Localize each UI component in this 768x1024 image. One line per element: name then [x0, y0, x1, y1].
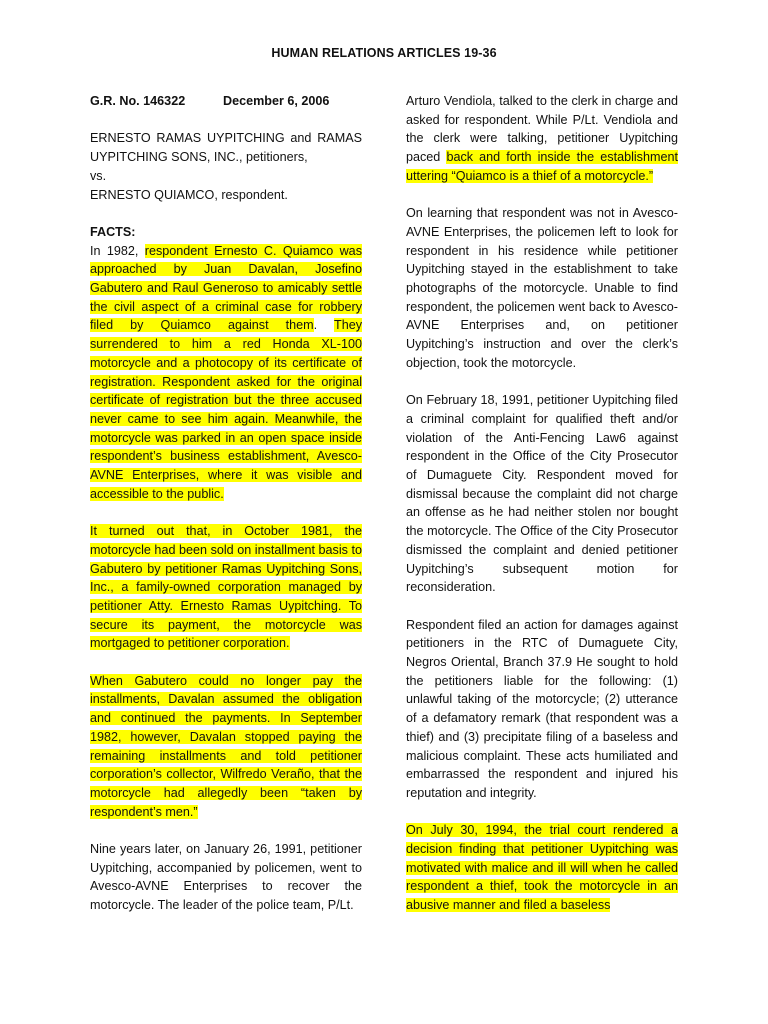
highlighted-text: They surrendered to him a red Honda XL-100 motorcycle and a photocopy of its certificate of registration. Respondent asked for the original certificate of registration but the three accused never came to see him again. Meanwhile, the motorcycle was parked in an open space inside respondent’s business establishment, Avesco-AVNE Enterprises, where it was visible and accessible to the public. — [90, 318, 362, 501]
text-segment: In 1982, — [90, 243, 145, 258]
text-segment: Arturo Vendiola, talked to the clerk in charge and asked for respondent. While P/Lt. Vendiola and the clerk were talking, petitioner Uypitching paced — [406, 94, 678, 165]
parties-petitioners: ERNESTO RAMAS UYPITCHING and RAMAS UYPITCHING SONS, INC., petitioners, — [90, 131, 362, 165]
facts-paragraph-8: Respondent filed an action for damages against petitioners in the RTC of Dumaguete City, Negros Oriental, Branch 37.9 He sought to hold the petitioners liable for the following: (1) unlawful taking of the motorcycle; (2) utterance of a defamatory remark (that respondent was a thief) and (3) precipitate filing of a baseless and malicious complaint. These acts humiliated and embarrassed the respondent and injured his reputation and integrity. — [406, 617, 678, 800]
facts-paragraph-7: On February 18, 1991, petitioner Uypitching filed a criminal complaint for qualified theft and/or violation of the Anti-Fencing Law6 against respondent in the Office of the City Prosecutor of Dumaguete City. Respondent moved for dismissal because the complaint did not charge an offense as he had neither stolen nor bought the motorcycle. The Office of the City Prosecutor dismissed the complaint and denied petitioner Uypitching’s subsequent motion for reconsideration. — [406, 393, 678, 595]
facts-paragraph-4: Nine years later, on January 26, 1991, petitioner Uypitching, accompanied by policemen, went to Avesco-AVNE Enterprises to recover the motorcycle. The leader of the police team, P/Lt. — [90, 842, 362, 913]
case-date: December 6, 2006 — [223, 94, 330, 108]
text-segment: . — [313, 318, 334, 333]
highlighted-text: back and forth inside the establishment uttering “Quiamco is a thief of a motorcycle.” — [406, 150, 678, 183]
facts-heading: FACTS: — [90, 224, 136, 239]
case-header — [90, 92, 362, 111]
highlighted-text: On July 30, 1994, the trial court rendered a decision finding that petitioner Uypitching was motivated with malice and ill will when he called respondent a thief, took the motorcycle in an abusive manner and filed a baseless — [406, 823, 678, 913]
facts-paragraph-5 — [406, 92, 678, 186]
facts-paragraph-1 — [90, 242, 362, 504]
case-number: G.R. No. 146322 — [90, 94, 186, 108]
parties-vs: vs. — [90, 168, 107, 183]
left-column — [90, 92, 362, 915]
page-title: HUMAN RELATIONS ARTICLES 19-36 — [271, 46, 497, 60]
right-column — [406, 92, 678, 915]
facts-paragraph-2 — [90, 522, 362, 653]
highlighted-text: It turned out that, in October 1981, the motorcycle had been sold on installment basis to Gabutero by petitioner Ramas Uypitching Sons, Inc., a family-owned corporation managed by petitioner Atty. Ernesto Ramas Uypitching. To secure its payment, the motorcycle was mortgaged to petitioner corporation. — [90, 524, 362, 651]
highlighted-text: When Gabutero could no longer pay the installments, Davalan assumed the obligation and continued the payments. In September 1982, however, Davalan stopped paying the remaining installments and told petitioner corporation’s collector, Wilfredo Veraño, that the motorcycle had allegedly been “taken by respondent’s men.” — [90, 673, 362, 819]
facts-paragraph-9 — [406, 821, 678, 915]
facts-paragraph-3 — [90, 672, 362, 822]
parties-respondent: ERNESTO QUIAMCO, respondent. — [90, 187, 288, 202]
facts-paragraph-6: On learning that respondent was not in Avesco-AVNE Enterprises, the policemen left to look for respondent in his residence while petitioner Uypitching stayed in the establishment to take photographs of the motorcycle. Unable to find respondent, the policemen went back to Avesco-AVNE Enterprises and, on petitioner Uypitching’s instruction and over the clerk’s objection, took the motorcycle. — [406, 206, 678, 370]
highlighted-text: respondent Ernesto C. Quiamco was approached by Juan Davalan, Josefino Gabutero and Raul Generoso to amicably settle the civil aspect of a criminal case for robbery filed by Quiamco against them — [90, 243, 362, 333]
